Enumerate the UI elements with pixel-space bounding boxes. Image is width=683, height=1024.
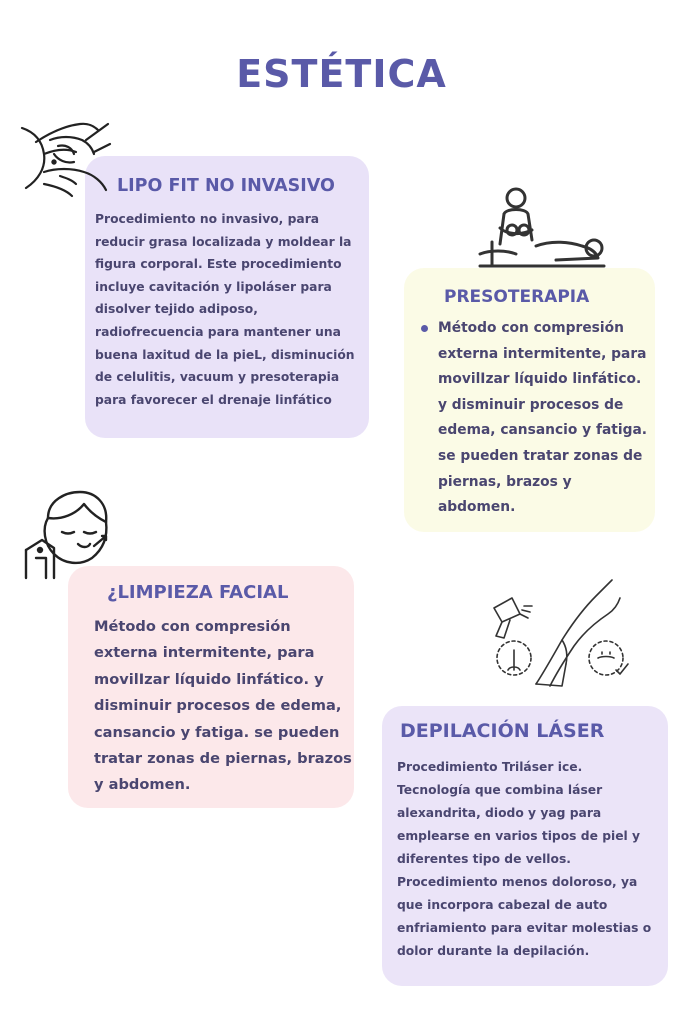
massage-table-icon — [476, 184, 608, 276]
limpieza-facial-description: Método con compresión externa intermitente, para movilIzar líquido linfático. y disminuir procesos de edema, cansancio y fatiga. se pueden tratar zonas de piernas, brazos y abdomen. — [94, 618, 352, 794]
laser-hair-removal-icon — [484, 574, 634, 694]
presoterapia-description: Método con compresión externa intermitente, para movilIzar líquido linfático. y disminuir procesos de edema, cansancio y fatiga. se pueden tratar zonas de piernas, brazos y abdomen. — [438, 320, 648, 516]
depilacion-laser-title: DEPILACIÓN LÁSER — [400, 720, 605, 742]
presoterapia-title: PRESOTERAPIA — [444, 287, 590, 307]
bullet-icon — [421, 325, 428, 332]
hands-massage-abdomen-icon — [14, 110, 114, 205]
lipo-description: Procedimiento no invasivo, para reducir grasa localizada y moldear la figura corporal. Este procedimiento incluye cavitación y lipoláser para disolver tejido adiposo, radiofrecuencia para mantener una buena laxitud de la pieL, disminución de celulitis, vacuum y presoterapia para favorecer el drenaje linfático — [95, 212, 355, 407]
depilacion-laser-description: Procedimiento Triláser ice. Tecnología que combina láser alexandrita, diodo y yag para emplearse en varios tipos de piel y diferentes tipo de vellos. Procedimiento menos doloroso, ya que incorpora cabezal de auto enfriamiento para evitar molestias o dolor durante la depilación. — [397, 760, 652, 958]
lipo-title: LIPO FIT NO INVASIVO — [117, 176, 335, 196]
page-title: ESTÉTICA — [236, 52, 447, 96]
limpieza-facial-title: ¿LIMPIEZA FACIAL — [107, 582, 289, 603]
